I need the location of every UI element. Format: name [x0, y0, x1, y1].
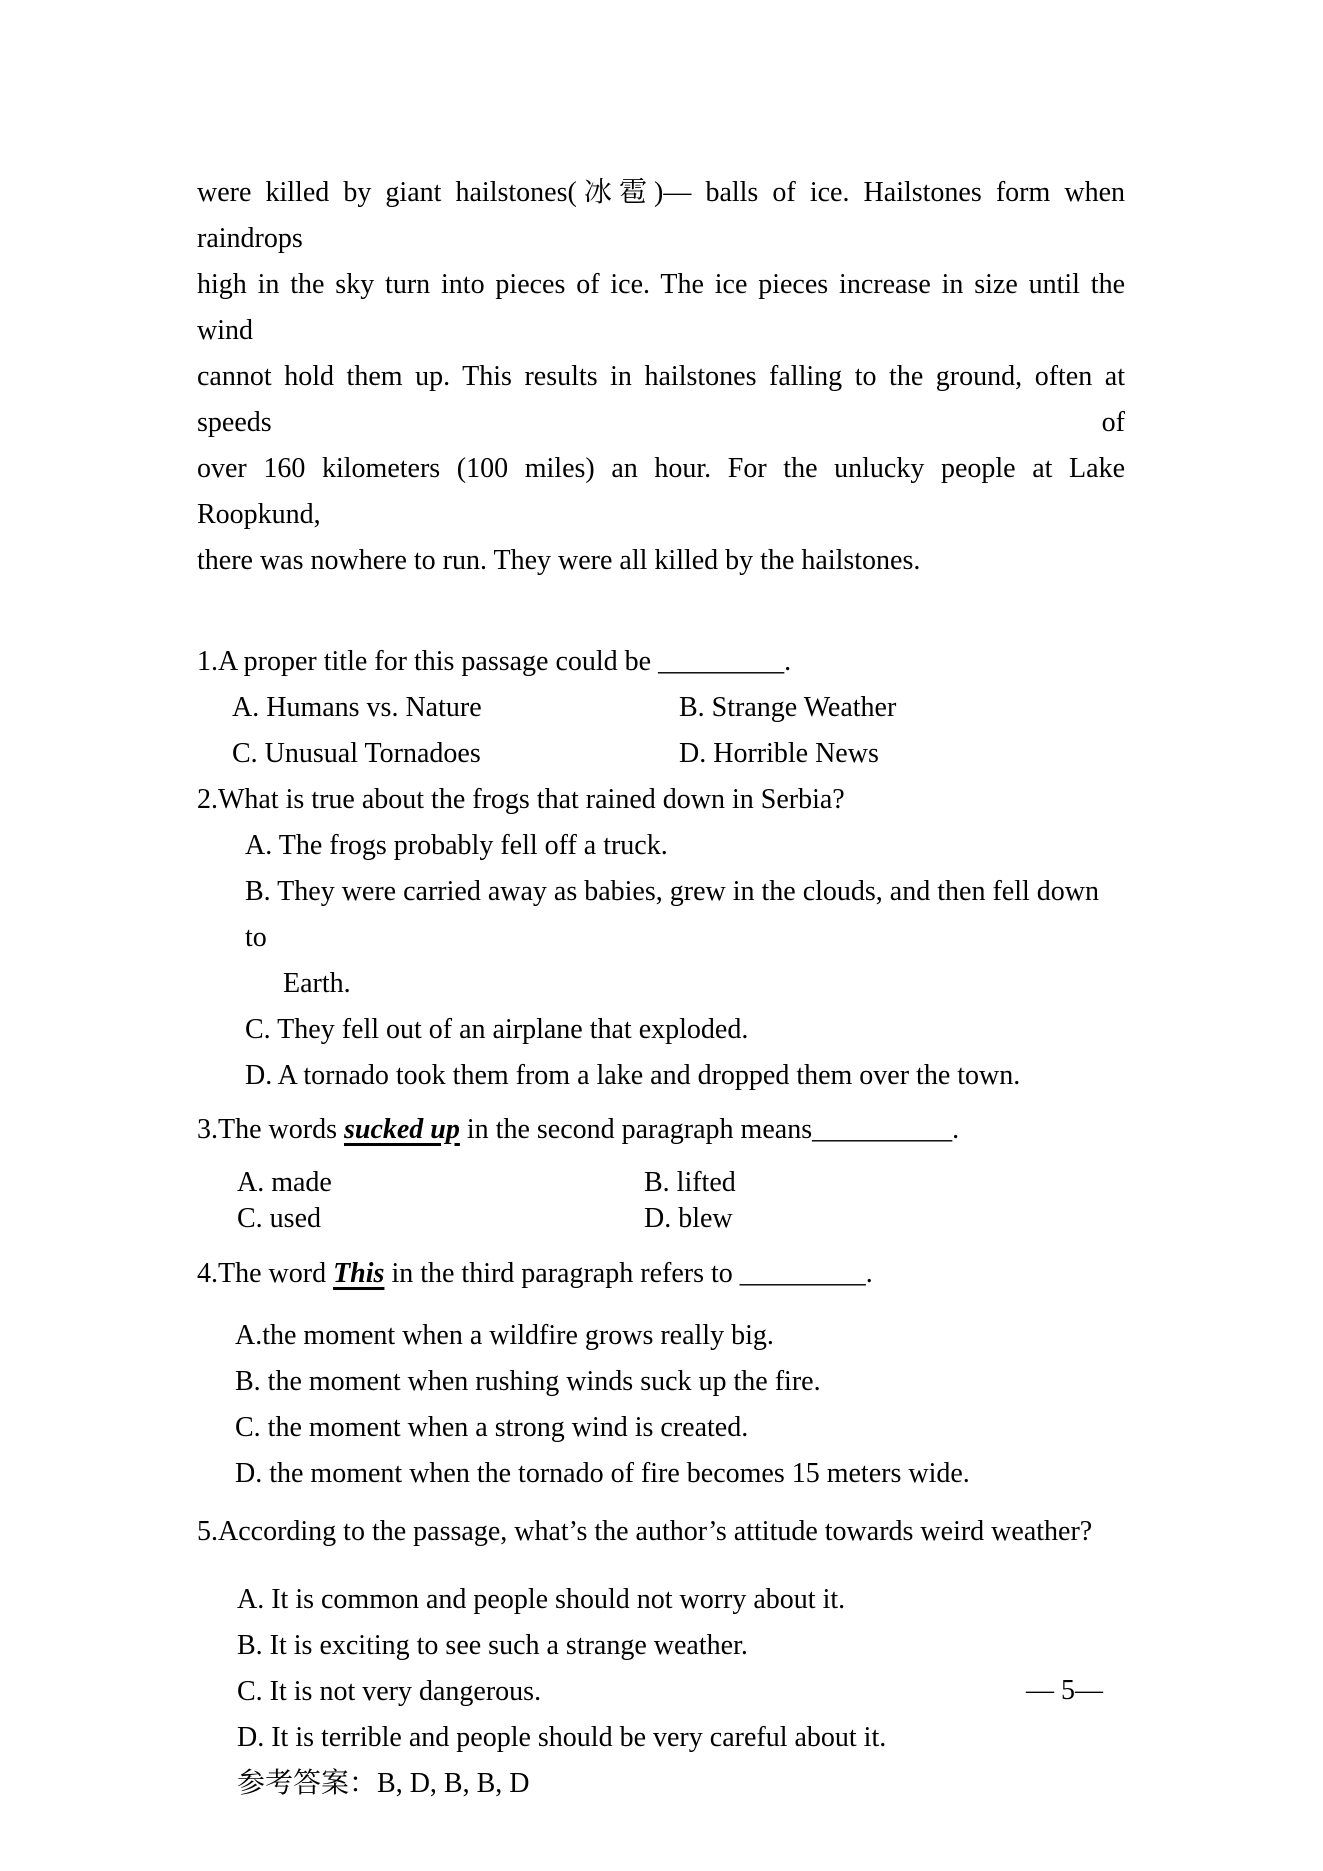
stem-text: . [784, 646, 792, 677]
option-b-continuation: Earth. [283, 968, 351, 999]
question-3-options [237, 1165, 1125, 1237]
option-c: C. It is not very dangerous. [237, 1676, 542, 1707]
stem-text: 2.What is true about the frogs that rained down in Serbia? [197, 784, 845, 815]
stem-text: 3.The words [197, 1114, 344, 1145]
page-number: — 5— [1026, 1675, 1103, 1706]
question-4-stem [197, 1251, 1125, 1297]
option-row [232, 685, 1125, 731]
option-a: A. made [237, 1167, 332, 1198]
question-1-options [232, 685, 1125, 777]
option-row [237, 1165, 1125, 1201]
answer-key [237, 1761, 1125, 1807]
option-b: B. the moment when rushing winds suck up the fire. [235, 1366, 821, 1397]
passage-line: over 160 kilometers (100 miles) an hour. For the unlucky people at Lake Roopkund, [197, 453, 1125, 530]
question-2 [197, 777, 1125, 1099]
stem-text: in the third paragraph refers to [384, 1258, 740, 1289]
option-c: C. used [237, 1203, 321, 1234]
option-c: C. Unusual Tornadoes [232, 738, 481, 769]
question-2-options [245, 823, 1125, 1099]
option-a: A.the moment when a wildfire grows really big. [235, 1320, 774, 1351]
question-3-stem [197, 1107, 1125, 1153]
reading-passage [197, 170, 1125, 584]
stem-blank: _________ [658, 646, 785, 677]
page-content [197, 170, 1125, 1807]
stem-text: 1.A proper title for this passage could be [197, 646, 659, 677]
passage-line: there was nowhere to run. They were all killed by the hailstones. [197, 545, 921, 576]
question-5-stem [197, 1509, 1125, 1555]
answer-key-values: B, D, B, B, D [377, 1768, 530, 1799]
passage-line: cannot hold them up. This results in hailstones falling to the ground, often at speeds of [197, 361, 1125, 438]
stem-text: 4.The word [197, 1258, 334, 1289]
stem-text: . [952, 1114, 960, 1145]
stem-emphasis: This [333, 1258, 385, 1289]
option-row [237, 1201, 1125, 1237]
option-d: D. A tornado took them from a lake and dropped them over the town. [245, 1060, 1021, 1091]
stem-blank: __________ [812, 1114, 953, 1145]
option-a: A. It is common and people should not worry about it. [237, 1584, 846, 1615]
stem-text: 5.According to the passage, what’s the author’s attitude towards weird weather? [197, 1516, 1093, 1547]
question-3 [197, 1107, 1125, 1237]
option-row [232, 731, 1125, 777]
option-b: B. It is exciting to see such a strange weather. [237, 1630, 748, 1661]
option-a: A. Humans vs. Nature [232, 692, 482, 723]
option-c: C. They fell out of an airplane that exploded. [245, 1014, 749, 1045]
stem-blank: _________ [739, 1258, 866, 1289]
stem-text: in the second paragraph means [459, 1114, 813, 1145]
question-5-options [237, 1577, 1125, 1761]
option-b: B. Strange Weather [679, 692, 897, 723]
option-d: D. Horrible News [679, 738, 879, 769]
question-2-stem [197, 777, 1125, 823]
option-b: B. lifted [644, 1167, 736, 1198]
question-1-stem [197, 639, 1125, 685]
option-b: B. They were carried away as babies, grew in the clouds, and then fell down to [245, 876, 1099, 953]
stem-emphasis: sucked up [343, 1114, 460, 1145]
question-4-options [235, 1313, 1125, 1497]
passage-line: high in the sky turn into pieces of ice. The ice pieces increase in size until the wind [197, 269, 1125, 346]
option-a: A. The frogs probably fell off a truck. [245, 830, 668, 861]
stem-text: . [865, 1258, 873, 1289]
answer-key-label: 参考答案： [237, 1768, 378, 1799]
option-d: D. the moment when the tornado of fire becomes 15 meters wide. [235, 1458, 970, 1489]
question-4 [197, 1251, 1125, 1497]
option-d: D. blew [644, 1203, 733, 1234]
option-c: C. the moment when a strong wind is created. [235, 1412, 749, 1443]
passage-line: were killed by giant hailstones(冰雹)— balls of ice. Hailstones form when raindrops [197, 177, 1125, 254]
question-1 [197, 639, 1125, 777]
option-d: D. It is terrible and people should be very careful about it. [237, 1722, 887, 1753]
question-5 [197, 1509, 1125, 1761]
